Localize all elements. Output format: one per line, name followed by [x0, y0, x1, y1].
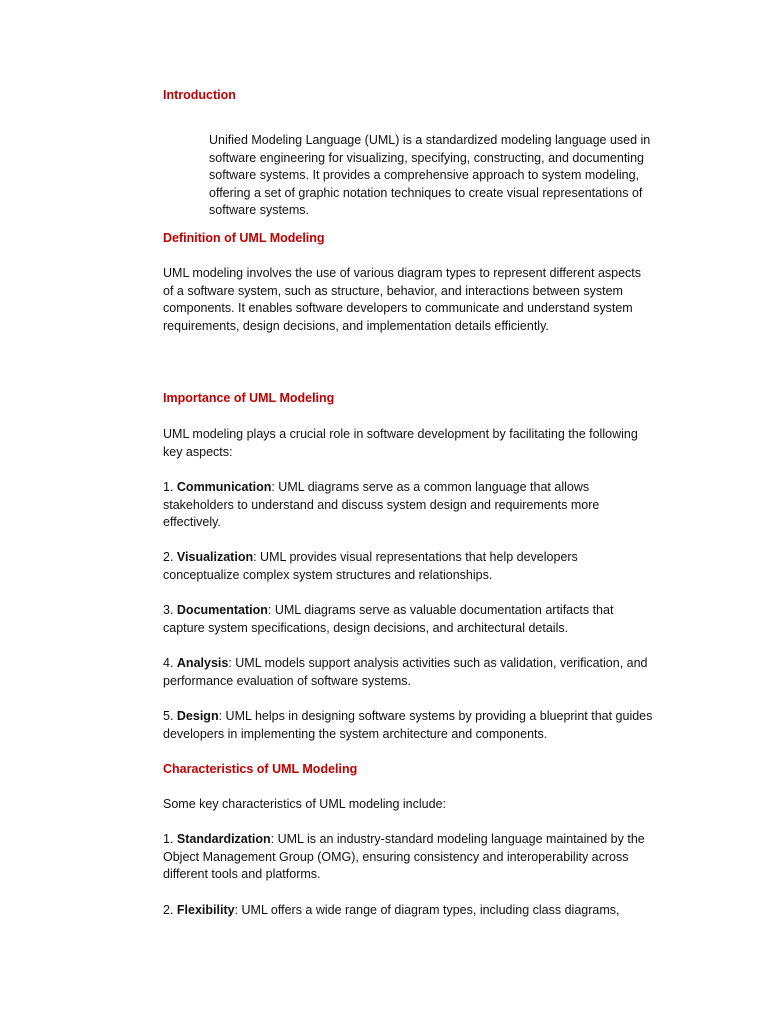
- characteristics-heading: Characteristics of UML Modeling: [163, 762, 358, 776]
- item-term: Communication: [176, 480, 272, 494]
- introduction-paragraph: Unified Modeling Language (UML) is a standardized modeling language used in software engineering for visualizing, specifying, constructing, and documenting software systems. It provides a comprehensive approach to system modeling, offering a set of graphic notation techniques to create visual representations of software systems.: [209, 133, 651, 218]
- item-number: 3.: [163, 603, 177, 617]
- importance-item: [163, 479, 653, 532]
- item-term: Visualization: [176, 550, 254, 564]
- item-text: : UML offers a wide range of diagram types, including class diagrams,: [234, 903, 620, 917]
- item-term: Analysis: [176, 656, 229, 670]
- importance-heading: Importance of UML Modeling: [163, 391, 335, 405]
- importance-item: [163, 708, 653, 743]
- item-text: : UML helps in designing software systems by providing a blueprint that guides developers in implementing the system architecture and components.: [163, 709, 653, 741]
- characteristics-item: [163, 902, 653, 920]
- importance-item: [163, 602, 653, 637]
- importance-item: [163, 549, 653, 584]
- item-term: Design: [176, 709, 219, 723]
- item-number: 1.: [163, 480, 177, 494]
- definition-heading: Definition of UML Modeling: [163, 231, 325, 245]
- item-text: : UML diagrams serve as valuable documentation artifacts that capture system specifications, design decisions, and architectural details.: [163, 603, 614, 635]
- importance-item: [163, 655, 653, 690]
- importance-intro: UML modeling plays a crucial role in software development by facilitating the following key aspects:: [163, 427, 638, 459]
- item-number: 1.: [163, 832, 177, 846]
- characteristics-item: [163, 831, 653, 884]
- item-text: : UML models support analysis activities such as validation, verification, and performance evaluation of software systems.: [163, 656, 648, 688]
- item-term: Documentation: [176, 603, 268, 617]
- item-text: : UML provides visual representations that help developers conceptualize complex system structures and relationships.: [163, 550, 578, 582]
- introduction-heading: Introduction: [163, 88, 236, 102]
- item-number: 5.: [163, 709, 177, 723]
- characteristics-intro: Some key characteristics of UML modeling include:: [163, 797, 446, 811]
- item-number: 4.: [163, 656, 177, 670]
- item-number: 2.: [163, 903, 177, 917]
- item-text: : UML diagrams serve as a common language that allows stakeholders to understand and discuss system design and requirements more effectively.: [163, 480, 600, 530]
- item-text: : UML is an industry-standard modeling language maintained by the Object Management Group (OMG), ensuring consistency and interoperability across different tools and platforms.: [163, 832, 645, 882]
- item-term: Flexibility: [176, 903, 235, 917]
- item-number: 2.: [163, 550, 177, 564]
- item-term: Standardization: [176, 832, 271, 846]
- definition-paragraph: UML modeling involves the use of various diagram types to represent different aspects of a software system, such as structure, behavior, and interactions between system components. It enables software developers to communicate and understand system requirements, design decisions, and implementation details efficiently.: [163, 266, 642, 333]
